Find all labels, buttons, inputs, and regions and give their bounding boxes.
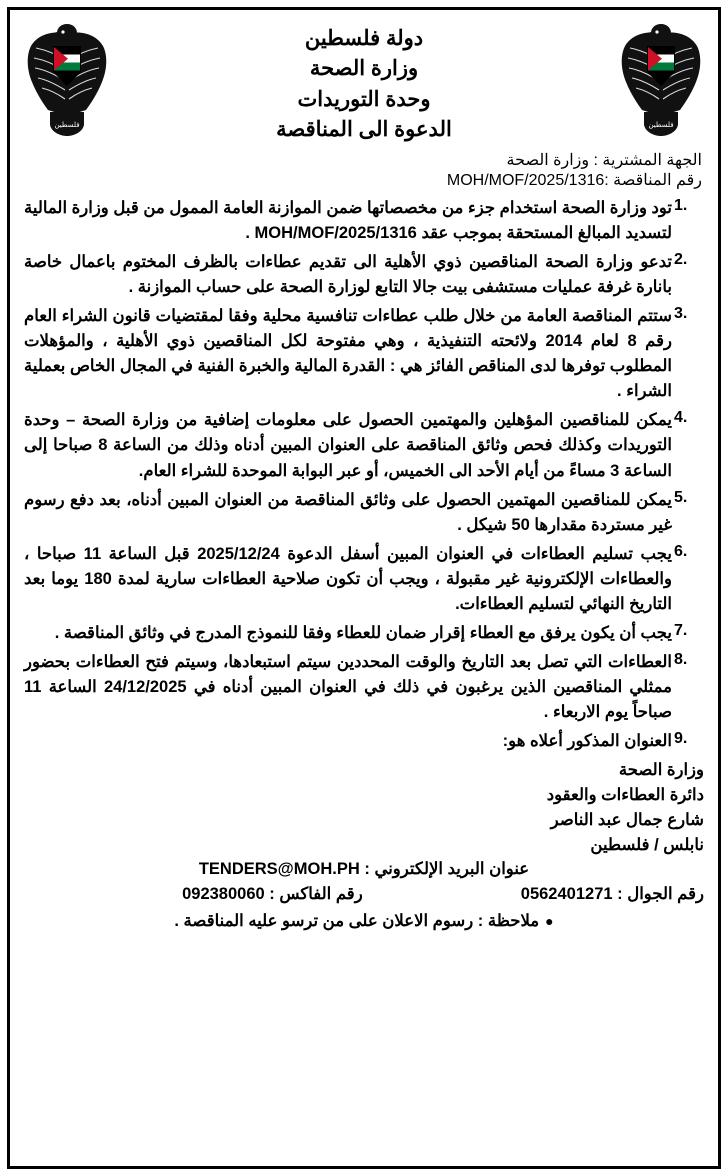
tender-meta: [24, 150, 704, 190]
clause-number: 2.: [674, 250, 688, 268]
palestine-eagle-emblem-right: [618, 20, 704, 140]
clause-number: 9.: [674, 730, 688, 748]
palestine-eagle-emblem-left: [24, 20, 110, 140]
document-border-frame: [7, 7, 721, 1169]
email-label: عنوان البريد الإلكتروني :: [364, 860, 530, 879]
address-block: [24, 758, 704, 907]
clause-number: 8.: [674, 651, 688, 669]
clause-number: 6.: [674, 542, 688, 560]
tender-number-line: رقم المناقصة :MOH/MOF/2025/1316: [446, 171, 702, 189]
clause-item: [24, 488, 704, 538]
address-line-city: نابلس / فلسطين: [590, 835, 704, 854]
clause-paragraph: يمكن للمناقصين المهتمين الحصول على وثائق المناقصة من العنوان المبين أدناه، بعد دفع رسوم غير مستردة مقدارها 50 شيكل .: [24, 490, 672, 534]
mobile-group: [521, 882, 704, 907]
clause-text: [24, 650, 672, 725]
clause-text: [24, 196, 672, 246]
contact-row: [24, 882, 704, 907]
address-line-ministry: وزارة الصحة: [618, 761, 704, 780]
clause-paragraph: يمكن للمناقصين المؤهلين والمهتمين الحصول على معلومات إضافية من وزارة الصحة – وحدة التوريدات وكذلك فحص وثائق المناقصة على العنوان المبين أدناه وذلك من الساعة 8 صباحا إلى الساعة 3 مساءً من أيام الأحد الى الخميس، أو عبر البوابة الموحدة للشراء العام.: [24, 411, 672, 480]
address-line-department: دائرة العطاءات والعقود: [546, 786, 704, 805]
clause-paragraph: ستتم المناقصة العامة من خلال طلب عطاءات تنافسية محلية وفقا لمقتضيات قانون الشراء العام رقم 8 لعام 2014 ولائحته التنفيذية ، وهي مفتوحة لكل المناقصين ذوي الأهلية ، والمؤهلات المطلوب توفرها لدى المناقص الفائز هي : القدرة المالية والخبرة الفنية في المجال الخاص بعملية الشراء .: [24, 307, 672, 401]
clause-paragraph: تود وزارة الصحة استخدام جزء من مخصصاتها ضمن الموازنة العامة الممول من قبل وزارة المالية لتسديد المبالغ المستحقة بموجب عقد MOH/MOF/2025/1316 .: [24, 198, 672, 242]
clause-paragraph: العنوان المذكور أعلاه هو:: [502, 732, 672, 751]
clause-item: [24, 542, 704, 617]
header-title-line-3: وحدة التوريدات: [297, 87, 431, 111]
clause-text: [24, 542, 672, 617]
clause-item: [24, 729, 704, 754]
clause-text: [24, 250, 672, 300]
mobile-label: رقم الجوال :: [617, 885, 704, 904]
clause-item: [24, 650, 704, 725]
clause-text: [24, 621, 672, 646]
buyer-entity-line: الجهة المشترية : وزارة الصحة: [506, 151, 702, 169]
clause-number: 1.: [674, 196, 688, 214]
address-line-street: شارع جمال عبد الناصر: [550, 810, 704, 829]
clause-number: 5.: [674, 488, 688, 506]
clause-item: [24, 621, 704, 646]
clause-paragraph: العطاءات التي تصل بعد التاريخ والوقت المحددين سيتم استبعادها، وسيتم فتح العطاءات بحضور ممثلي المناقصين الذين يرغبون في ذلك في العنوان المبين أدناه في 24/12/2025 الساعة 11 صباحاً يوم الاربعاء .: [24, 653, 672, 722]
header-title-block: [116, 20, 612, 146]
fax-group: [24, 882, 521, 907]
bullet-icon: ●: [545, 912, 554, 929]
header-title-line-1: دولة فلسطين: [304, 27, 424, 50]
clause-item: [24, 196, 704, 246]
header-title-line-2: وزارة الصحة: [309, 57, 419, 81]
header-title-line-4: الدعوة الى المناقصة: [276, 118, 452, 142]
clause-item: [24, 304, 704, 404]
clause-number: 4.: [674, 409, 688, 427]
document-header: [24, 20, 704, 146]
svg-text:فلسطين: فلسطين: [648, 121, 674, 129]
fax-label: رقم الفاكس :: [269, 885, 363, 904]
mobile-value: 0562401271: [520, 885, 613, 904]
clause-item: [24, 250, 704, 300]
clause-number: 7.: [674, 622, 688, 639]
clause-text: [24, 488, 672, 538]
clause-text: [24, 304, 672, 404]
clause-number: 3.: [674, 305, 688, 323]
clause-list: [24, 196, 704, 759]
clause-paragraph: تدعو وزارة الصحة المناقصين ذوي الأهلية الى تقديم عطاءات بالظرف المختوم باعمال خاصة بانارة غرفة عمليات مستشفى بيت جالا التابع لوزارة الصحة على حساب الموازنة .: [24, 252, 672, 296]
clause-text: [24, 408, 672, 483]
email-row: [24, 857, 704, 882]
email-value: TENDERS@MOH.PH: [198, 860, 360, 879]
footer-note: [24, 911, 704, 931]
clause-text: [24, 729, 672, 754]
clause-paragraph: يجب تسليم العطاءات في العنوان المبين أسفل الدعوة 2025/12/24 قبل الساعة 11 صباحا ، والعطاءات الإلكترونية غير مقبولة ، ويجب أن تكون صلاحية العطاءات سارية لمدة 180 يوما بعد التاريخ النهائي لتسليم العطاءات.: [24, 544, 672, 613]
footer-note-text: ملاحظة : رسوم الاعلان على من ترسو عليه المناقصة .: [174, 911, 540, 930]
svg-text:فلسطين: فلسطين: [54, 121, 80, 129]
clause-paragraph: يجب أن يكون يرفق مع العطاء إقرار ضمان للعطاء وفقا للنموذج المدرج في وثائق المناقصة .: [54, 624, 672, 642]
fax-value: 092380060: [182, 885, 265, 904]
clause-item: [24, 408, 704, 483]
